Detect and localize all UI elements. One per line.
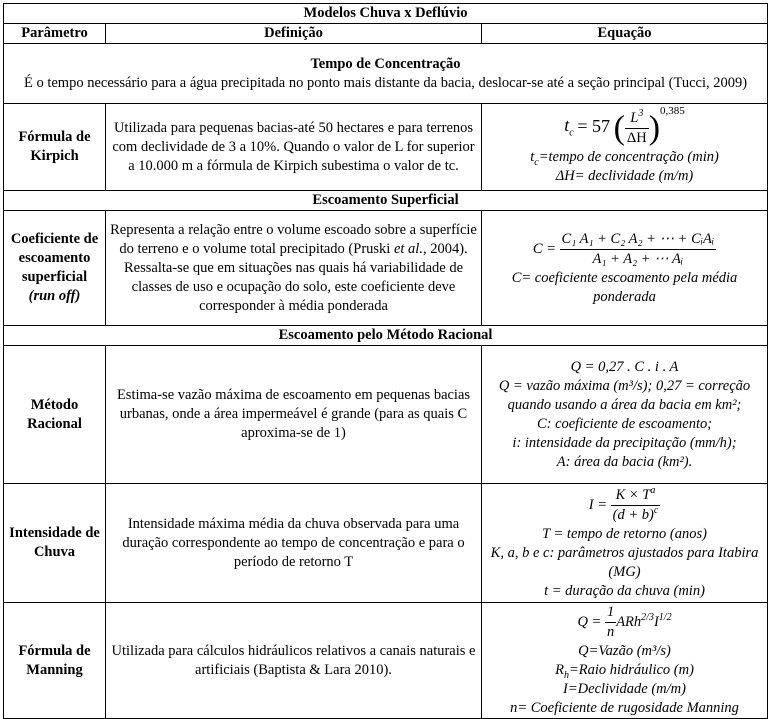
intensidade-def-params: K, a, b e c: parâmetros ajustados para Itabira (MG): [490, 544, 759, 580]
models-table: [3, 3, 768, 719]
kirpich-def-dh: ΔH= declividade (m/m): [555, 167, 694, 184]
eq-coeficiente: [482, 211, 768, 326]
manning-rest: $ARh^{2/3}I^{1/2}$: [616, 612, 672, 630]
section-escoamento-superficial: Escoamento Superficial: [4, 191, 768, 211]
kirpich-lhs: $t_c$: [564, 115, 574, 139]
section-text: É o tempo necessário para a água precipitada no ponto mais distante da bacia, deslocar-se até a seção principal (Tucci, 2009): [23, 74, 748, 91]
param-manning: Fórmula de Manning: [4, 603, 106, 719]
section-tempo-concentracao: [4, 44, 768, 104]
param-kirpich: Fórmula de Kirpich: [4, 104, 106, 191]
coef-lhs: C =: [532, 240, 556, 257]
def-intensidade: Intensidade máxima média da chuva observada para uma duração correspondente ao tempo de concentração e para o período de retorno T: [106, 484, 482, 603]
intensidade-def-duracao: t = duração da chuva (min): [544, 582, 705, 599]
kirpich-fraction: $\frac{L^3}{\Delta H}$: [626, 107, 647, 146]
coef-fraction: $\frac{\text{C₁ A₁ + C₂ A₂ + ⋯ + CᵢAᵢ}}{\text{A₁ + A₂ + ⋯ Aᵢ}}$: [561, 230, 715, 267]
kirpich-def-tc: $t_c=tempo$ de concentração (min): [530, 148, 719, 168]
eq-manning: [482, 603, 768, 719]
racional-def-q: Q = vazão máxima (m³/s); 0,27 = correção quando usando a área da bacia em km²;: [498, 377, 751, 413]
def-racional: Estima-se vazão máxima de escoamento em pequenas bacias urbanas, onde a área impermeável é grande (para as quais C aproxima-se de 1): [106, 346, 482, 484]
def-manning: Utilizada para cálculos hidráulicos relativos a canais naturais e artificiais (Baptista & Lara 2010).: [106, 603, 482, 719]
manning-lhs: Q =: [577, 613, 602, 630]
eq-racional: [482, 346, 768, 484]
intensidade-lhs: I =: [588, 496, 607, 513]
manning-def-i: I=Declividade (m/m): [563, 681, 686, 697]
manning-def-rh: $R_h=Raio$ hidráulico (m): [555, 662, 694, 681]
eq-kirpich: $t_c = 57$ ( $\frac{L^3}{\Delta H}$ )$^{0,385}$ $t_c=tempo$ de concentração (min) ΔH= declividade (m/m): [482, 104, 768, 191]
def-kirpich: Utilizada para pequenas bacias-até 50 hectares e para terrenos com declividade de 3 a 10%. Quando o valor de L for superior a 10.000 m a fórmula de Kirpich subestima o valor de tc.: [106, 104, 482, 191]
racional-formula: Q = 0,27 . C . i . A: [570, 358, 679, 375]
def-coeficiente: Representa a relação entre o volume escoado sobre a superfície do terreno e o volume total precipitado (Pruski et al., 2004). Ressalta-se que em situações nas quais há variabilidade de classes de uso e ocupação do solo, este coeficiente deve corresponder à média ponderada: [106, 211, 482, 326]
table-title: Modelos Chuva x Deflúvio: [4, 4, 768, 24]
coef-def: C= coeficiente escoamento pela média ponderada: [511, 269, 738, 305]
param-racional: Método Racional: [4, 346, 106, 484]
kirpich-exponent: 0,385: [660, 104, 685, 117]
header-definicao: Definição: [106, 24, 482, 44]
section-title: Tempo de Concentração: [310, 55, 461, 72]
header-parametro: Parâmetro: [4, 24, 106, 44]
racional-def-c: C: coeficiente de escoamento;: [536, 415, 713, 432]
param-intensidade: Intensidade de Chuva: [4, 484, 106, 603]
header-equacao: Equação: [482, 24, 768, 44]
param-coeficiente: Coeficiente de escoamento superficial (run off): [4, 211, 106, 326]
racional-def-a: A: área da bacia (km²).: [556, 453, 693, 470]
intensidade-fraction: $\frac{K \times T^a}{(d + b)^c}$: [612, 484, 659, 523]
intensidade-def-t: T = tempo de retorno (anos): [542, 525, 707, 542]
racional-def-i: i: intensidade da precipitação (mm/h);: [512, 434, 737, 451]
section-metodo-racional: Escoamento pelo Método Racional: [4, 326, 768, 346]
kirpich-eq: = 57: [577, 115, 610, 136]
manning-fraction: $\frac{1}{n}$: [606, 604, 615, 640]
manning-def-n: n= Coeficiente de rugosidade Manning: [510, 700, 739, 716]
eq-intensidade: [482, 484, 768, 603]
manning-def-q: Q=Vazão (m³/s): [578, 643, 671, 659]
